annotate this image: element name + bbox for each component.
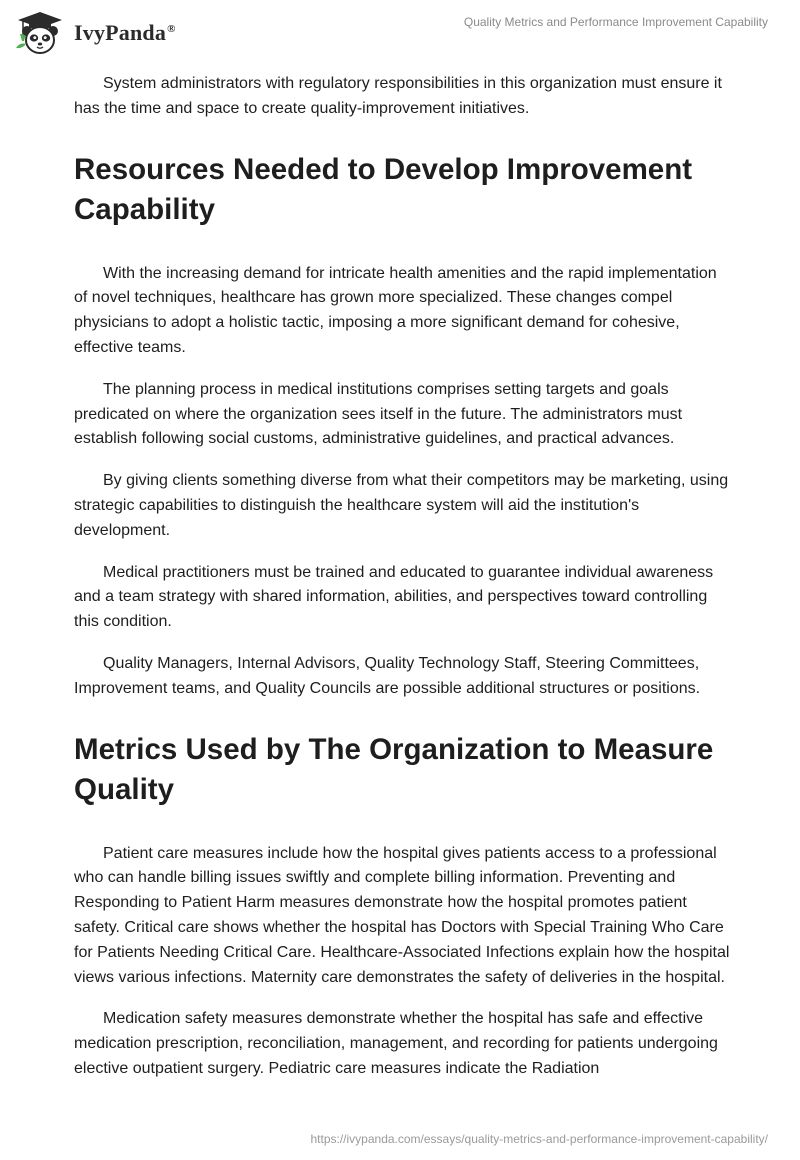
paragraph: Patient care measures include how the hospital gives patients access to a professional who can handle billing issues swiftly and complete billing information. Preventing and Responding to Patient Harm measures demonstrate how the hospital promotes patient safety. Critical care shows whether the hospital has Doctors with Special Training Who Care for Patients Needing Critical Care. Healthcare-Associated Infections explain how the hospital views various infections. Maternity care demonstrates the safety of deliveries in the hospital. [74, 844, 730, 986]
paragraph: Quality Managers, Internal Advisors, Quality Technology Staff, Steering Committees, Improvement teams, and Quality Councils are possible additional structures or positions. [74, 654, 701, 697]
paragraph: The planning process in medical institutions comprises setting targets and goals predicated on where the organization sees itself in the future. The administrators must establish following social customs, administrative guidelines, and practical advances. [74, 380, 683, 448]
essay-body [74, 72, 734, 1099]
registered-mark: ® [167, 22, 176, 35]
section-heading-metrics: Metrics Used by The Organization to Measure Quality [74, 732, 714, 806]
section-heading-resources: Resources Needed to Develop Improvement Capability [74, 152, 693, 226]
ivypanda-logo[interactable] [14, 8, 176, 56]
document-title: Quality Metrics and Performance Improvement Capability [463, 15, 768, 29]
paragraph: Medication safety measures demonstrate whether the hospital has safe and effective medication prescription, reconciliation, management, and recording for patients undergoing elective outpatient surgery. Pediatric care measures indicate the Radiation [74, 1010, 718, 1077]
paragraph: Medical practitioners must be trained and educated to guarantee individual awareness and a team strategy with shared information, abilities, and perspectives toward controlling this condition. [74, 563, 714, 631]
logo-wordmark: IvyPanda® [74, 20, 176, 45]
intro-paragraph: System administrators with regulatory responsibilities in this organization must ensure it has the time and space to create quality-improvement initiatives. [74, 75, 722, 117]
paragraph: With the increasing demand for intricate health amenities and the rapid implementation of novel techniques, healthcare has grown more specialized. These changes compel physicians to adopt a holistic tactic, imposing a more significant demand for cohesive, effective teams. [74, 264, 717, 356]
source-url-link[interactable]: https://ivypanda.com/essays/quality-metrics-and-performance-improvement-capability/ [310, 1132, 768, 1146]
paragraph: By giving clients something diverse from what their competitors may be marketing, using strategic capabilities to distinguish the healthcare system will aid the institution's development. [74, 472, 729, 539]
page-header [0, 0, 800, 62]
panda-graduate-logo-icon [14, 8, 66, 56]
